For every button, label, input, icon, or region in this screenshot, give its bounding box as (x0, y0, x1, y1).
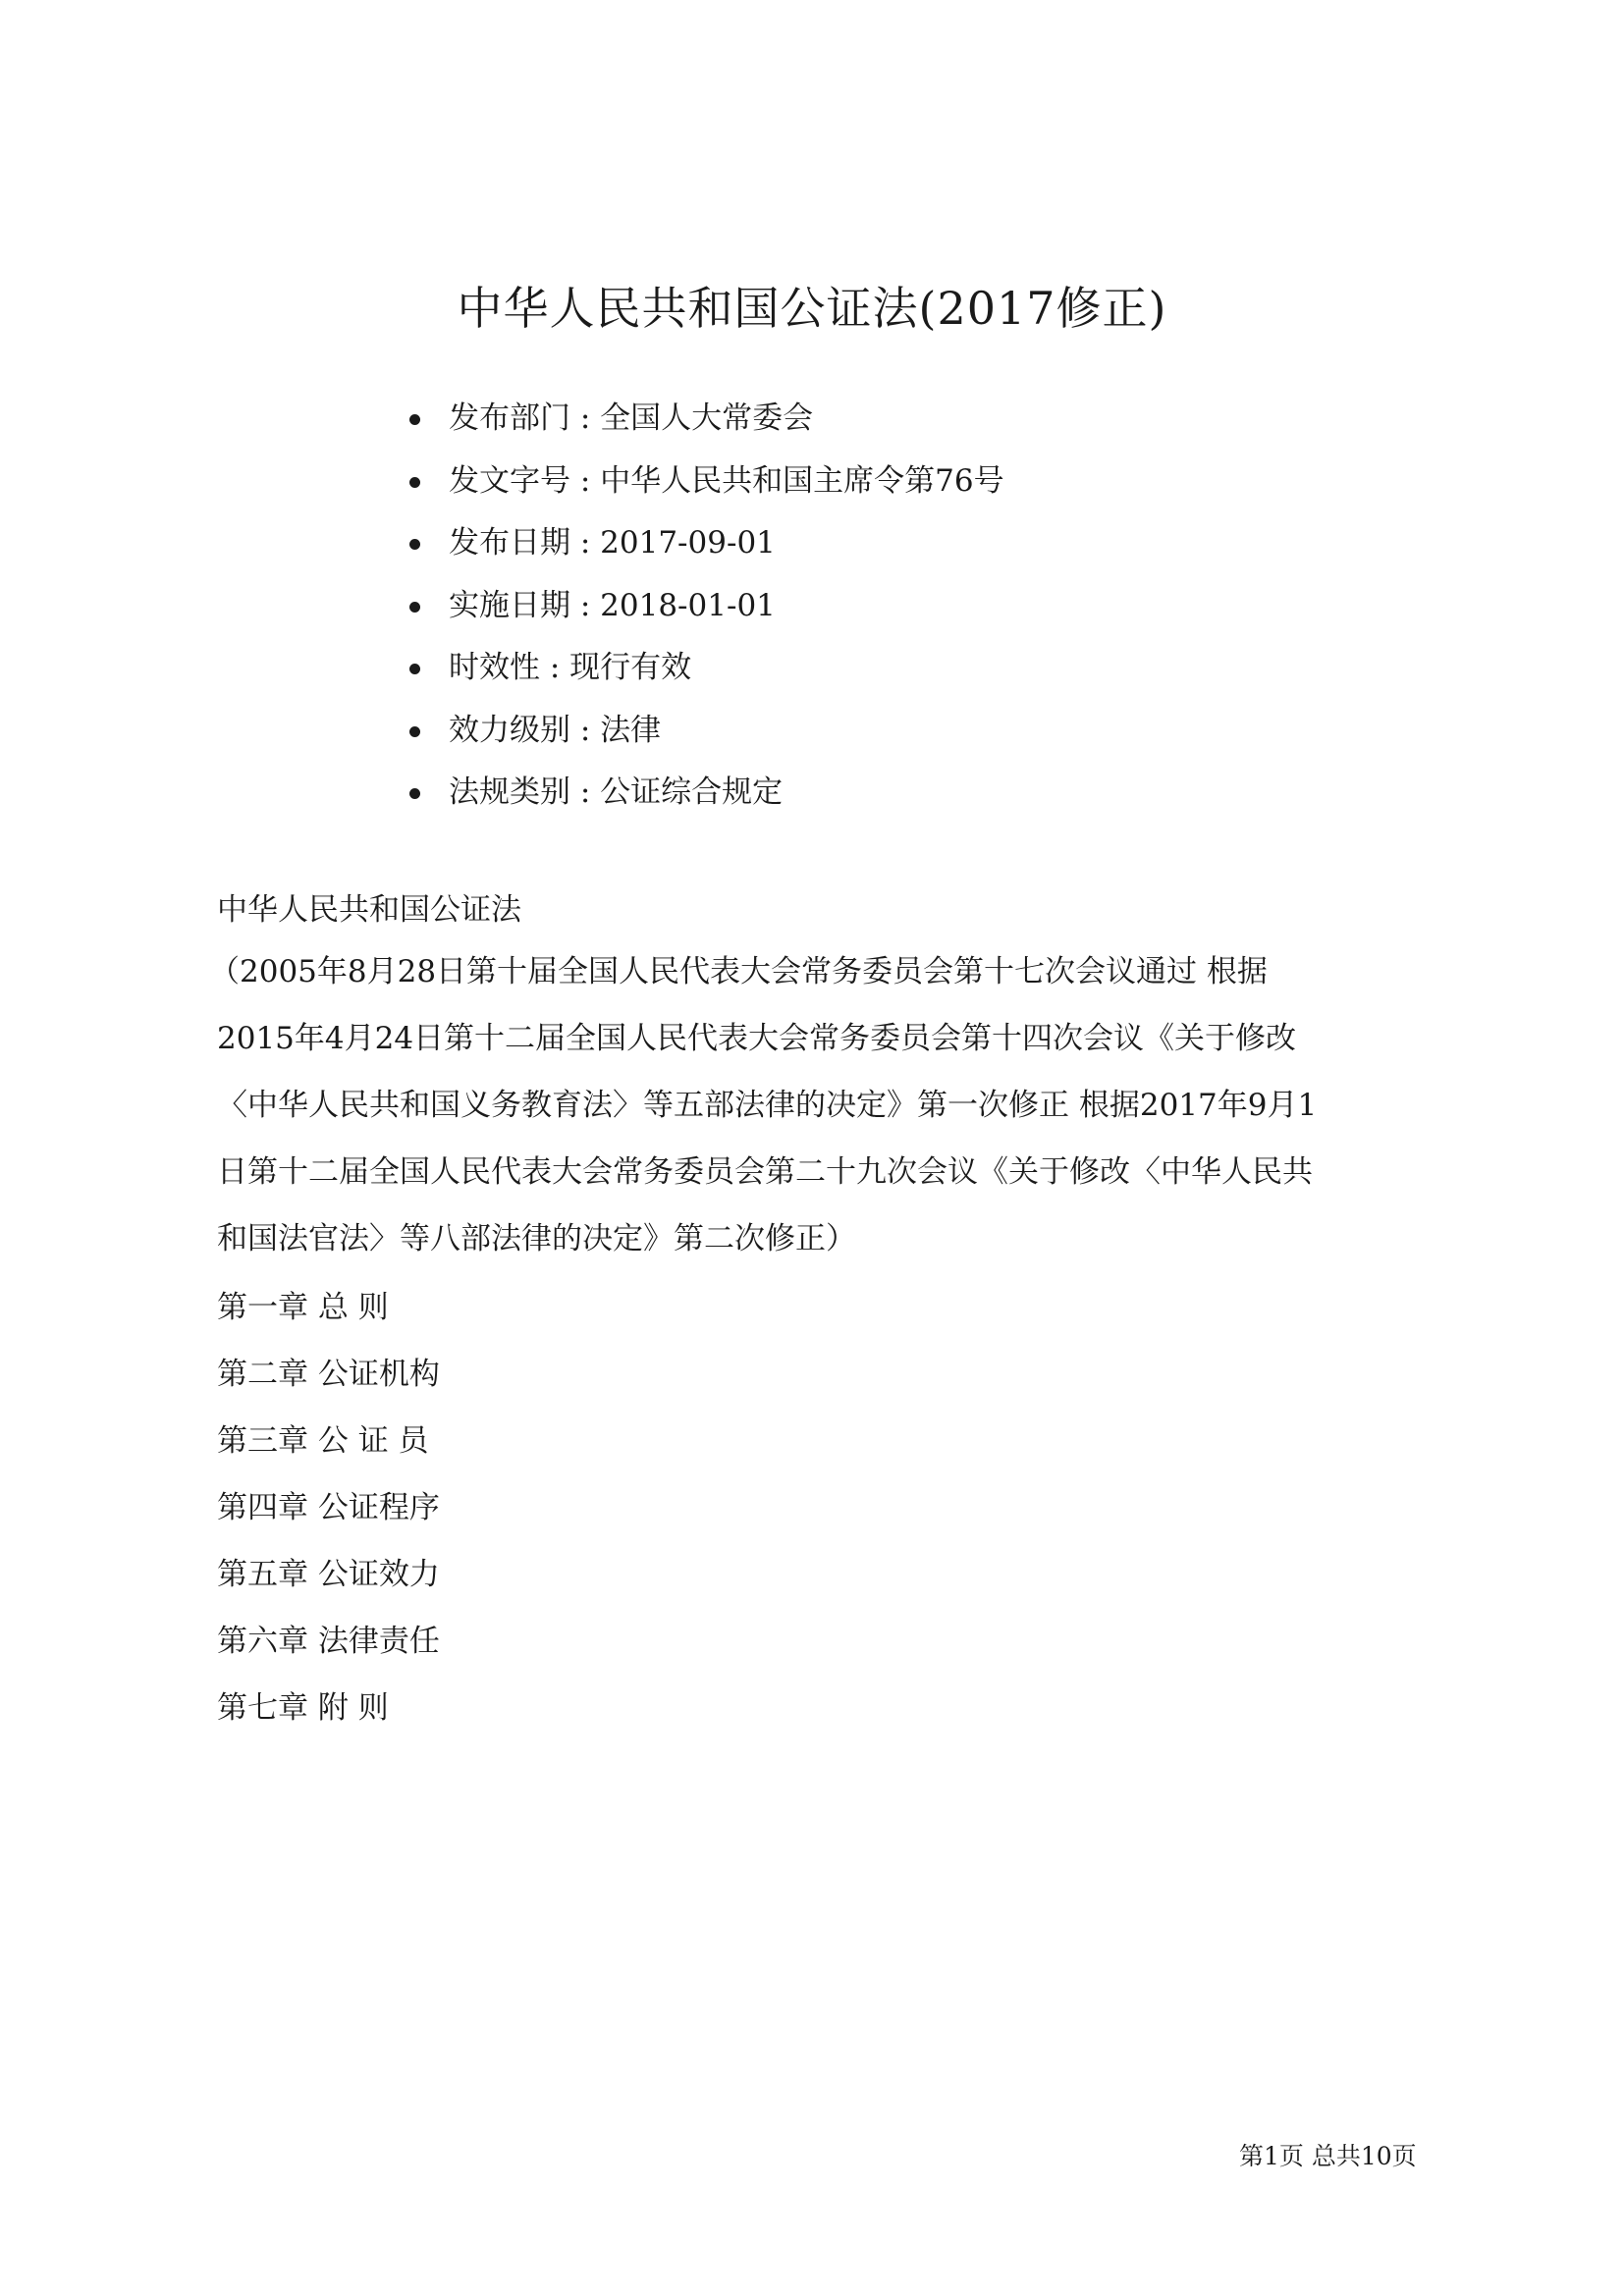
metadata-list (400, 388, 1004, 825)
meta-label: 效力级别 (449, 712, 570, 748)
page-footer: 第1页 总共10页 (1239, 2142, 1417, 2170)
meta-separator: : (570, 587, 601, 623)
meta-value: 全国人大常委会 (600, 400, 814, 436)
meta-label: 发文字号 (449, 462, 570, 499)
meta-item-validity (400, 637, 1004, 700)
preamble-line: （2005年8月28日第十届全国人民代表大会常务委员会第十七次会议通过 根据 (209, 954, 1268, 989)
chapter-item: 第二章 公证机构 (217, 1357, 440, 1392)
meta-item-category (400, 762, 1004, 825)
bullet-icon (409, 602, 420, 613)
meta-value: 公证综合规定 (600, 774, 784, 810)
meta-item-effective-date (400, 575, 1004, 638)
document-title: 中华人民共和国公证法(2017修正) (457, 282, 1167, 335)
meta-value: 2018-01-01 (600, 587, 776, 623)
preamble-line: 2015年4月24日第十二届全国人民代表大会常务委员会第十四次会议《关于修改 (217, 1021, 1297, 1056)
chapter-item: 第四章 公证程序 (217, 1490, 440, 1525)
meta-separator: : (570, 774, 601, 810)
meta-value: 现行有效 (569, 650, 692, 685)
meta-label: 发布部门 (449, 400, 570, 436)
meta-item-publish-date (400, 512, 1004, 575)
chapter-item: 第一章 总 则 (217, 1290, 389, 1325)
meta-separator: : (570, 525, 601, 561)
meta-separator: : (540, 650, 570, 685)
preamble-line: 和国法官法〉等八部法律的决定》第二次修正） (217, 1221, 856, 1256)
meta-item-level (400, 700, 1004, 763)
meta-separator: : (570, 462, 601, 499)
preamble-line: 日第十二届全国人民代表大会常务委员会第二十九次会议《关于修改〈中华人民共 (217, 1154, 1313, 1190)
chapter-item: 第五章 公证效力 (217, 1557, 440, 1592)
bullet-icon (409, 788, 420, 799)
chapter-item: 第三章 公 证 员 (217, 1423, 429, 1459)
bullet-icon (409, 664, 420, 674)
chapter-item: 第七章 附 则 (217, 1690, 389, 1726)
meta-value: 法律 (600, 712, 662, 748)
meta-label: 时效性 (449, 650, 540, 685)
meta-item-issuer (400, 388, 1004, 451)
chapter-item: 第六章 法律责任 (217, 1624, 440, 1659)
bullet-icon (409, 414, 420, 425)
bullet-icon (409, 477, 420, 488)
law-name: 中华人民共和国公证法 (217, 892, 521, 928)
preamble (209, 938, 1435, 1272)
meta-separator: : (570, 712, 601, 748)
bullet-icon (409, 539, 420, 550)
meta-item-doc-number (400, 451, 1004, 513)
meta-label: 实施日期 (449, 587, 570, 623)
document-body (209, 881, 1435, 1741)
bullet-icon (409, 726, 420, 737)
meta-label: 发布日期 (449, 525, 570, 561)
chapter-list (217, 1274, 1435, 1741)
meta-value: 2017-09-01 (600, 525, 776, 561)
preamble-line: 〈中华人民共和国义务教育法〉等五部法律的决定》第一次修正 根据2017年9月1 (217, 1088, 1318, 1123)
meta-label: 法规类别 (449, 774, 570, 810)
meta-separator: : (570, 400, 601, 436)
meta-value: 中华人民共和国主席令第76号 (600, 462, 1004, 499)
